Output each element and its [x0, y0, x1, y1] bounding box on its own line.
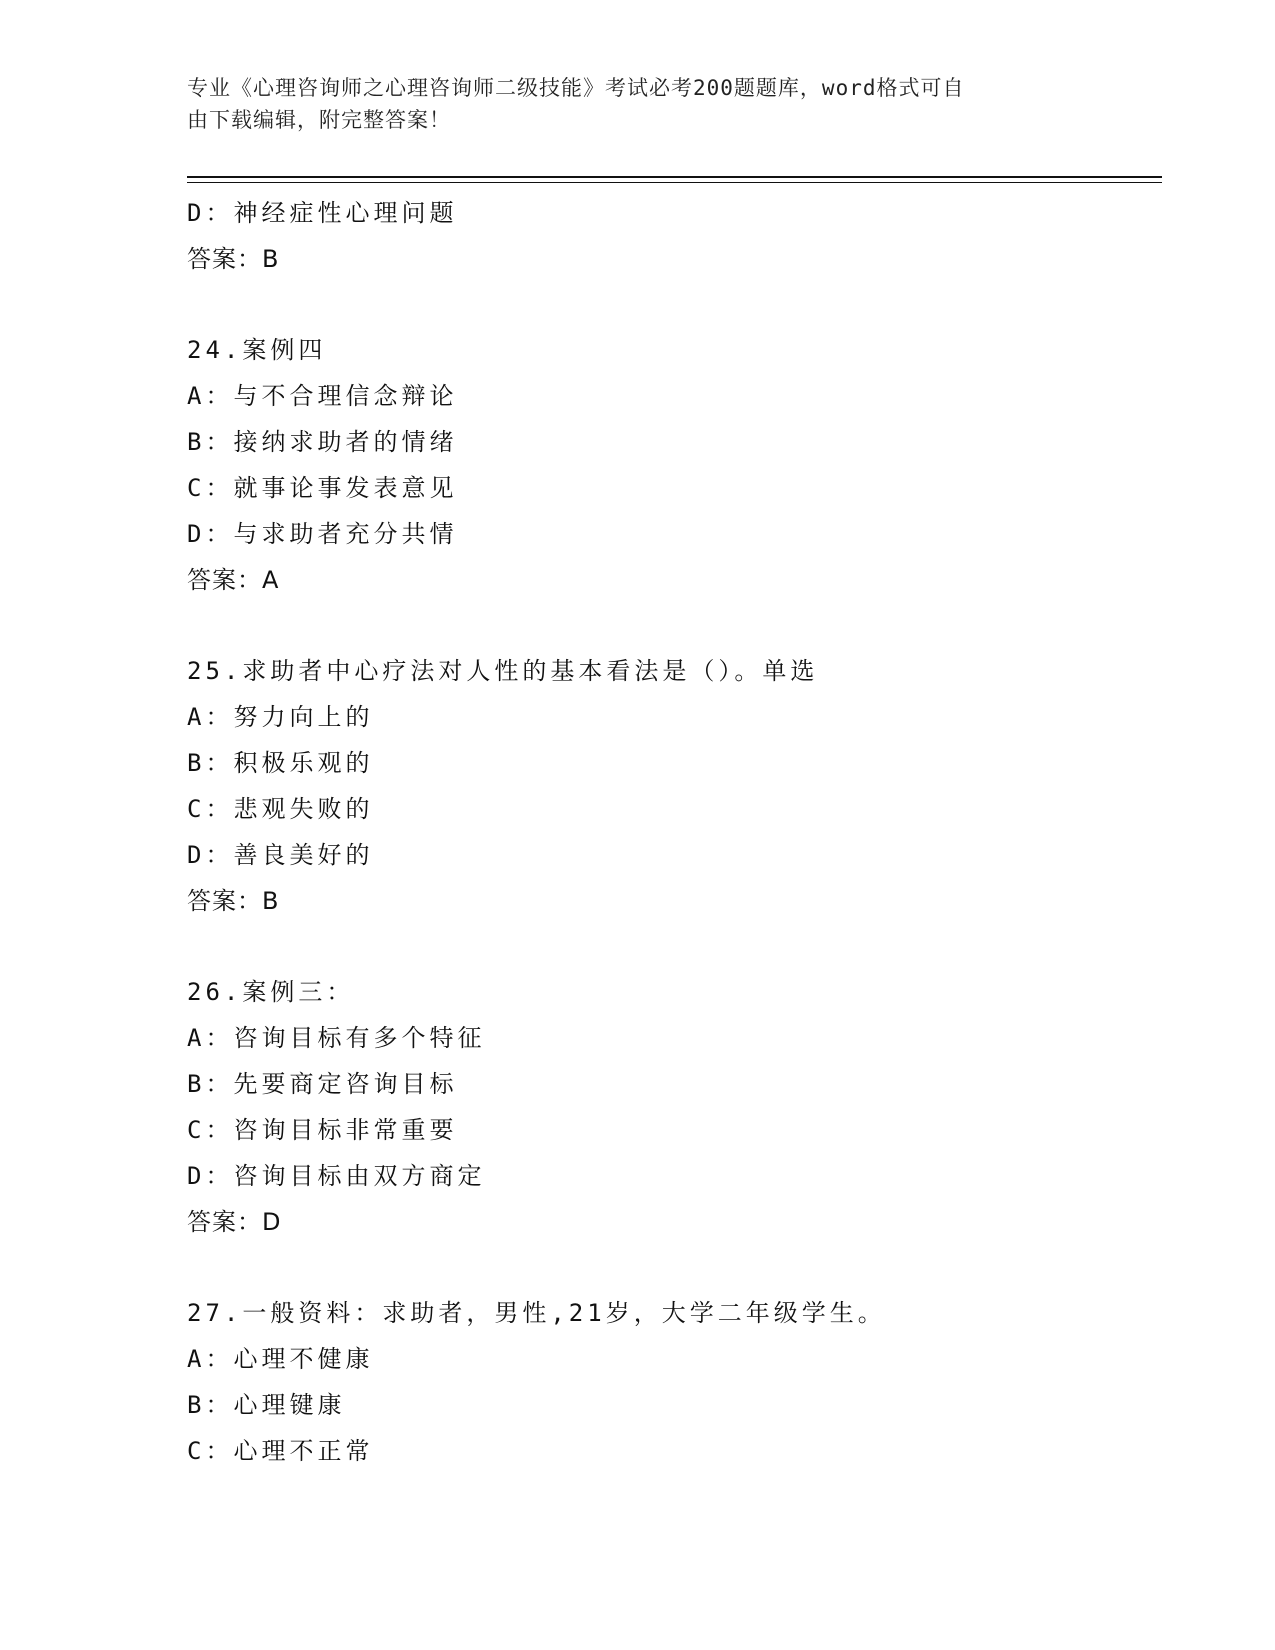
question-stem: 25.求助者中心疗法对人性的基本看法是（）。单选 — [187, 657, 819, 685]
option-d: D：神经症性心理问题 — [187, 199, 458, 227]
option-a: A：努力向上的 — [187, 703, 374, 731]
answer: 答案：A — [187, 566, 280, 594]
spacer — [187, 924, 1162, 969]
question-26 — [187, 969, 1162, 1245]
header-rule-thick — [187, 176, 1162, 178]
document-header — [187, 72, 1067, 136]
option-c: C：就事论事发表意见 — [187, 474, 458, 502]
spacer — [187, 282, 1162, 327]
spacer — [187, 603, 1162, 648]
spacer — [187, 1245, 1162, 1290]
option-c: C：咨询目标非常重要 — [187, 1116, 458, 1144]
option-d: D：善良美好的 — [187, 841, 374, 869]
question-24 — [187, 327, 1162, 603]
header-line-1: 专业《心理咨询师之心理咨询师二级技能》考试必考200题题库，word格式可自 — [187, 76, 965, 100]
question-stem: 27.一般资料：求助者，男性,21岁，大学二年级学生。 — [187, 1299, 886, 1327]
option-a: A：与不合理信念辩论 — [187, 382, 458, 410]
option-d: D：与求助者充分共情 — [187, 520, 458, 548]
question-27 — [187, 1290, 1162, 1474]
option-b: B：接纳求助者的情绪 — [187, 428, 458, 456]
question-25 — [187, 648, 1162, 924]
option-c: C：悲观失败的 — [187, 795, 374, 823]
question-stem: 24.案例四 — [187, 336, 327, 364]
question-23-tail — [187, 190, 1162, 282]
option-a: A：咨询目标有多个特征 — [187, 1024, 486, 1052]
question-stem: 26.案例三： — [187, 978, 355, 1006]
question-list — [187, 190, 1162, 1474]
option-c: C：心理不正常 — [187, 1437, 374, 1465]
option-d: D：咨询目标由双方商定 — [187, 1162, 486, 1190]
option-b: B：先要商定咨询目标 — [187, 1070, 458, 1098]
option-a: A：心理不健康 — [187, 1345, 374, 1373]
option-b: B：心理键康 — [187, 1391, 346, 1419]
answer: 答案：B — [187, 245, 280, 273]
answer: 答案：B — [187, 887, 280, 915]
option-b: B：积极乐观的 — [187, 749, 374, 777]
header-rule-thin — [187, 182, 1162, 183]
answer: 答案：D — [187, 1208, 282, 1236]
header-line-2: 由下载编辑，附完整答案！ — [187, 108, 451, 132]
